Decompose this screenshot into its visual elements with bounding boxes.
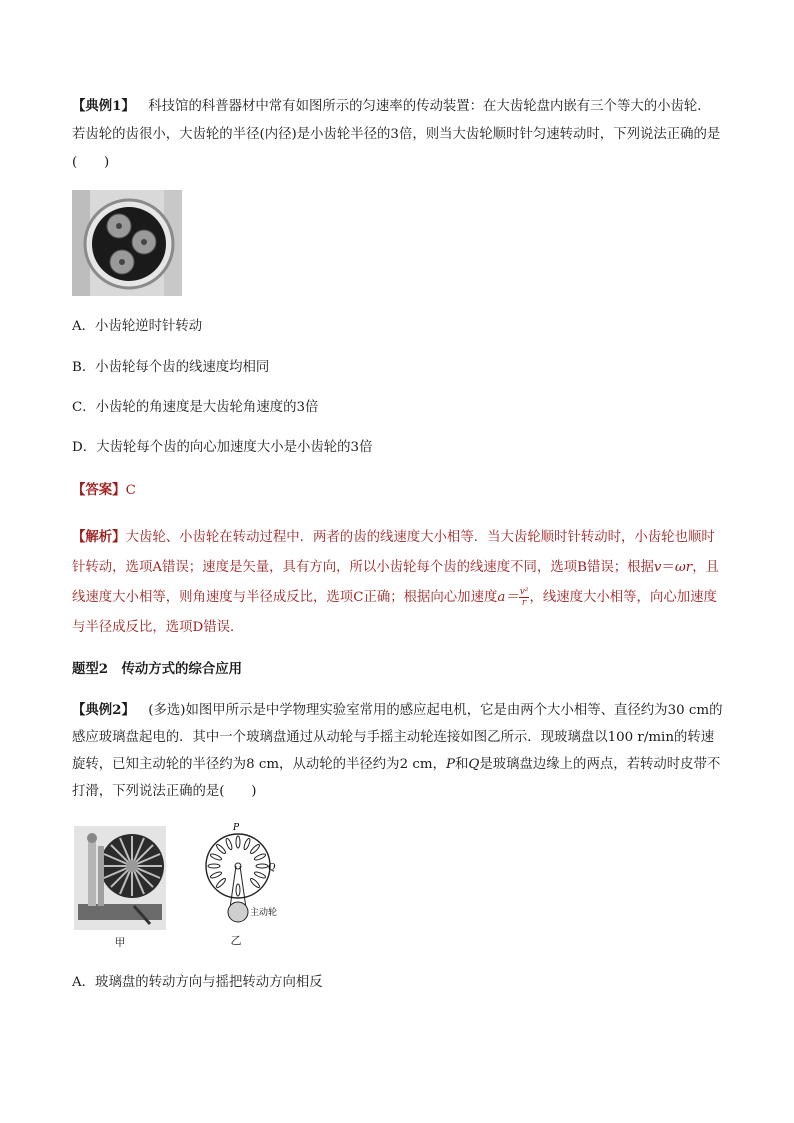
symbol-a: a＝ [497,590,519,605]
disk-pulley-diagram [196,822,296,930]
example1-text: 科技馆的科普器材中常有如图所示的匀速率的传动装置：在大齿轮盘内嵌有三个等大的小齿轮．若齿轮的齿很小，大齿轮的半径(内径)是小齿轮半径的3倍，则当大齿轮顺时针匀速转动时，下列说法正确的是( ) [72,99,721,170]
analysis-tag: 【解析】 [72,529,126,545]
analysis-part4: ，线速度大小相等，向心加速度与半径成反比，选项D错误． [72,590,717,635]
analysis-part3: ，且线速度大小相等，则角速度与半径成反比，选项C正确；根据向心加速度 [72,560,719,605]
example2-option-a: A．玻璃盘的转动方向与摇把转动方向相反 [72,975,323,990]
figure-yi-caption: 乙 [230,934,242,947]
label-p: P [233,823,240,833]
symbol-v: v [653,560,662,575]
option-b: B．小齿轮每个齿的线速度均相同 [72,360,270,375]
gear-device-image [72,190,182,296]
analysis-part1: 大齿轮、小齿轮在转动过程中．两者的齿的线速度大小相等．当大齿轮顺时针转动时，小齿轮也顺时针转动，选项A错误；速度是矢量，具有方向，所以小齿轮每个齿的线速度不同，选项B错误；根据 [72,530,715,575]
example2-tag: 【典例2】 [72,702,135,718]
example1-stem [72,92,724,177]
example2-stem: 【典例2】 (多选)如图甲所示是中学物理实验室常用的感应起电机，它是由两个大小相等、直径约为30 cm的感应玻璃盘起电的．其中一个玻璃盘通过从动轮与手摇主动轮连接如图乙所示．现玻璃盘以100 r/min的转速旋转，已知主动轮的半径约为8 cm，从动轮的半径约为2 cm，P和Q是玻璃盘边缘上的两点，若转动时皮带不打滑，下列说法正确的是( ) [72,702,723,799]
answer-tag: 【答案】 [72,482,126,498]
example2-text1: (多选)如图甲所示是中学物理实验室常用的感应起电机，它是由两个大小相等、直径约为30 cm的感应玻璃盘起电的．其中一个玻璃盘通过从动轮与手摇主动轮连接如图乙所示．现玻璃盘以100 r/min的转速旋转，已知主动轮的半径约为8 cm，从动轮的半径约为2 cm， [72,703,723,772]
option-c: C．小齿轮的角速度是大齿轮角速度的3倍 [72,400,319,415]
analysis [72,522,724,643]
symbol-q: Q [468,757,480,772]
example1-tag: 【典例1】 [72,98,135,114]
symbol-p: P [445,757,455,772]
answer-value: C [125,483,136,498]
answer [72,476,724,505]
option-a: A．小齿轮逆时针转动 [72,319,203,334]
section-title: 题型2 传动方式的综合应用 [72,661,243,677]
analysis-eq: ＝ [661,560,675,575]
option-d: D．大齿轮每个齿的向心加速度大小是小齿轮的3倍 [72,440,373,455]
label-q: Q [268,863,276,873]
figure-jia-caption: 甲 [114,936,126,949]
label-driver-wheel: 主动轮 [250,908,278,918]
example2-text2: 是玻璃盘边缘上的两点，若转动时皮带不打滑，下列说法正确的是( ) [72,757,721,799]
fraction-v2-r: $\frac{\text{v²}}{r}$ [519,587,529,608]
symbol-omega-r: ωr [674,560,693,575]
induction-machine-photo [74,826,166,930]
